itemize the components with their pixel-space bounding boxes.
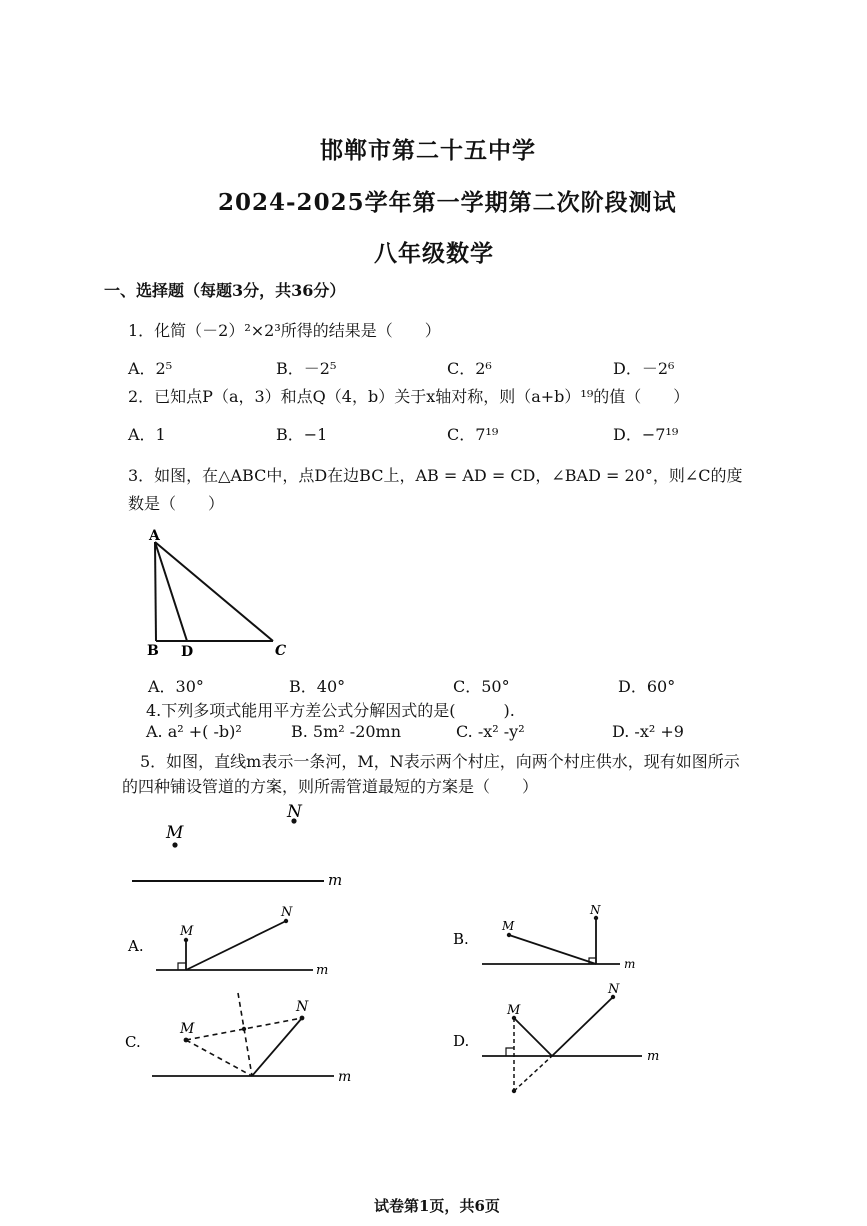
q1-option-a: A．2⁵	[128, 359, 173, 378]
svg-text:m: m	[338, 1069, 352, 1085]
fig-d-label: D.	[453, 1032, 470, 1050]
q3-option-c: C．50°	[453, 677, 510, 696]
q4-option-a: A. a² +( -b)²	[146, 722, 242, 741]
q5-stem-line1: 5．如图，直线m表示一条河，M，N表示两个村庄，向两个村庄供水，现有如图所示	[140, 752, 740, 771]
label-c: C	[275, 643, 287, 659]
q1-option-b: B．－2⁵	[276, 359, 337, 378]
svg-text:N: N	[281, 905, 293, 920]
q3-option-b: B．40°	[289, 677, 346, 696]
label-m: M	[166, 823, 184, 843]
svg-text:M: M	[502, 919, 515, 933]
svg-text:m: m	[624, 957, 636, 971]
q1-option-c: C．2⁶	[447, 359, 492, 378]
q1-option-d: D．－2⁶	[613, 359, 675, 378]
q1-stem: 1．化简（－2）²×2³所得的结果是（ ）	[128, 321, 441, 340]
school-title: 邯郸市第二十五中学	[320, 137, 536, 164]
q4-stem: 4.下列多项式能用平方差公式分解因式的是( ).	[146, 701, 515, 720]
fig-c-label: C.	[125, 1033, 141, 1051]
svg-text:m: m	[647, 1049, 660, 1064]
q3-stem-line2: 数是（ ）	[128, 494, 225, 513]
q2-stem: 2．已知点P（a，3）和点Q（4，b）关于x轴对称，则（a+b）¹⁹的值（ ）	[128, 387, 690, 406]
q5-figure-c	[125, 993, 351, 1085]
exam-title: 2024-2025学年第一学期第二次阶段测试	[218, 189, 677, 216]
label-n: N	[287, 802, 302, 822]
svg-text:N: N	[608, 982, 620, 997]
q3-option-d: D．60°	[618, 677, 676, 696]
q3-option-a: A．30°	[148, 677, 204, 696]
label-line-m: m	[328, 871, 343, 889]
svg-text:N: N	[590, 903, 601, 917]
subject-title: 八年级数学	[374, 240, 494, 267]
svg-text:m: m	[316, 963, 329, 978]
q4-option-d: D. -x² +9	[612, 722, 684, 741]
label-b: B	[147, 643, 159, 659]
q4-option-b: B. 5m² -20mn	[291, 722, 402, 741]
point-m	[172, 842, 177, 847]
q5-figure-b	[453, 903, 635, 971]
fig-b-label: B.	[453, 930, 469, 948]
label-d: D	[181, 644, 194, 660]
svg-text:M: M	[180, 924, 194, 939]
svg-text:N: N	[296, 999, 309, 1015]
q5-main-figure	[132, 802, 342, 889]
q2-option-a: A．1	[128, 425, 166, 444]
q5-figure-a	[127, 905, 328, 978]
svg-text:M: M	[507, 1003, 521, 1018]
q5-stem-line2: 的四种铺设管道的方案，则所需管道最短的方案是（ ）	[122, 777, 539, 796]
q2-option-d: D．−7¹⁹	[613, 425, 679, 444]
fig-a-label: A.	[128, 937, 144, 955]
label-a: A	[149, 528, 160, 544]
q2-option-b: B．−1	[276, 425, 328, 444]
q5-figure-d	[453, 982, 659, 1093]
page-footer: 试卷第1页，共6页	[374, 1197, 500, 1215]
q4-option-c: C. -x² -y²	[456, 722, 525, 741]
section-title: 一、选择题（每题3分，共36分）	[104, 281, 346, 300]
q2-option-c: C．7¹⁹	[447, 425, 499, 444]
q3-stem-line1: 3．如图，在△ABC中，点D在边BC上，AB = AD = CD，∠BAD = 20°，则∠C的度	[128, 466, 743, 485]
svg-text:M: M	[180, 1021, 195, 1037]
